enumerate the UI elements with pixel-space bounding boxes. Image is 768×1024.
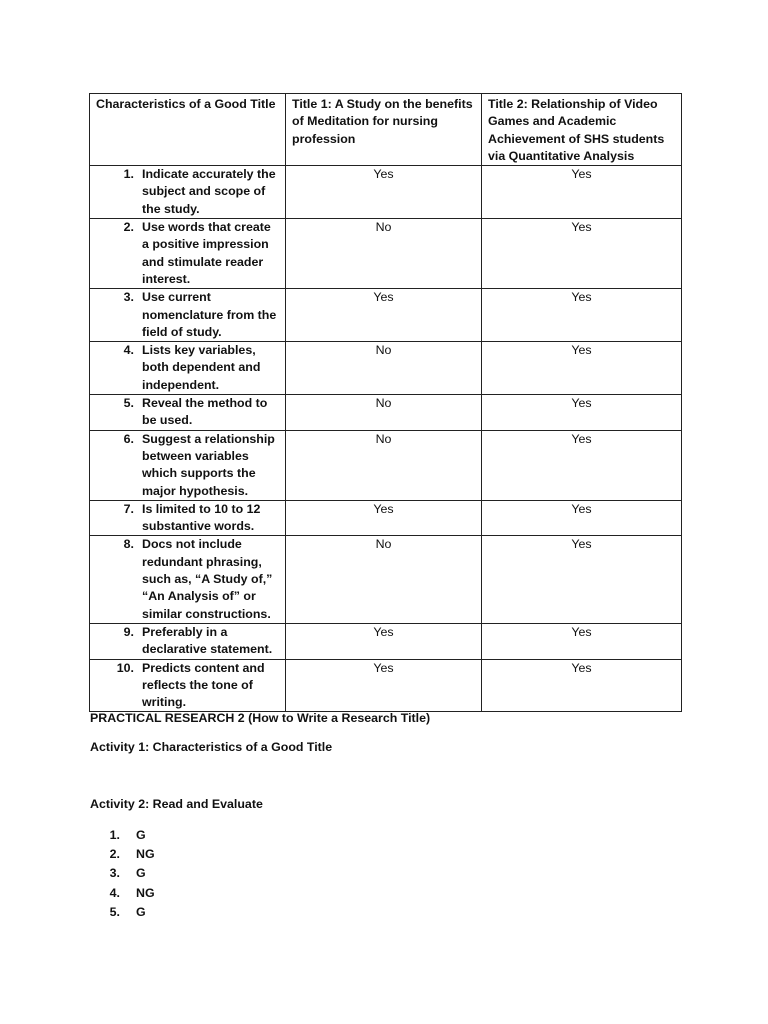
table-row (90, 536, 682, 623)
answer-value: G (136, 828, 146, 842)
title-2-answer: Yes (482, 289, 682, 342)
answer-number: 2. (109, 847, 120, 862)
title-2-answer: Yes (482, 623, 682, 659)
criterion-cell (90, 659, 286, 712)
activity-2-heading: Activity 2: Read and Evaluate (90, 797, 263, 811)
criterion-number: 4. (123, 343, 134, 358)
criterion-number: 8. (123, 537, 134, 552)
title-2-answer: Yes (482, 219, 682, 289)
header-characteristics: Characteristics of a Good Title (90, 94, 286, 166)
answer-number: 3. (109, 866, 120, 881)
answer-value: NG (136, 885, 155, 900)
list-item (90, 903, 155, 922)
criterion-number: 9. (123, 624, 134, 639)
answer-number: 5. (109, 904, 120, 919)
answers-list (90, 826, 155, 922)
criterion-cell (90, 395, 286, 431)
table-row (90, 342, 682, 395)
title-1-answer: No (286, 536, 482, 623)
criterion-cell (90, 289, 286, 342)
title-1-answer: Yes (286, 500, 482, 536)
criterion-cell (90, 536, 286, 623)
table-row (90, 289, 682, 342)
table-row (90, 430, 682, 500)
title-1-answer: Yes (286, 166, 482, 219)
table-row (90, 219, 682, 289)
characteristics-table (89, 93, 682, 712)
criterion-text: Docs not include redundant phrasing, such as, “A Study of,” “An Analysis of” or similar constructions. (142, 537, 273, 621)
answer-value: G (136, 904, 146, 919)
header-title-2: Title 2: Relationship of Video Games and Academic Achievement of SHS students via Quantitative Analysis (482, 94, 682, 166)
criterion-number: 1. (123, 167, 134, 182)
title-2-answer: Yes (482, 166, 682, 219)
header-title-1: Title 1: A Study on the benefits of Meditation for nursing profession (286, 94, 482, 166)
title-2-answer: Yes (482, 659, 682, 712)
list-item (90, 864, 155, 883)
list-item (90, 826, 155, 845)
title-1-answer: No (286, 430, 482, 500)
answer-value: G (136, 866, 146, 881)
criterion-number: 2. (123, 220, 134, 235)
criterion-cell (90, 219, 286, 289)
criterion-cell (90, 500, 286, 536)
criterion-text: Preferably in a declarative statement. (142, 624, 273, 657)
list-item (90, 845, 155, 864)
criterion-number: 7. (123, 501, 134, 516)
criterion-text: Use current nomenclature from the field of study. (142, 290, 277, 339)
answer-number: 1. (109, 828, 120, 842)
title-1-answer: No (286, 342, 482, 395)
criterion-cell (90, 342, 286, 395)
table-row (90, 659, 682, 712)
activity-1-heading: Activity 1: Characteristics of a Good Title (90, 740, 333, 754)
criterion-text: Suggest a relationship between variables which supports the major hypothesis. (142, 431, 275, 498)
criterion-text: Use words that create a positive impression and stimulate reader interest. (142, 220, 271, 286)
criterion-text: Lists key variables, both dependent and independent. (142, 343, 261, 392)
criterion-text: Predicts content and reflects the tone of writing. (142, 660, 265, 710)
title-1-answer: Yes (286, 659, 482, 712)
title-2-answer: Yes (482, 395, 682, 431)
criterion-cell (90, 623, 286, 659)
criterion-text: Indicate accurately the subject and scope of the study. (142, 167, 276, 216)
criterion-number: 5. (123, 396, 134, 411)
criterion-text: Is limited to 10 to 12 substantive words. (142, 501, 261, 534)
title-2-answer: Yes (482, 536, 682, 623)
title-2-answer: Yes (482, 430, 682, 500)
criterion-cell (90, 166, 286, 219)
title-1-answer: Yes (286, 623, 482, 659)
list-item (90, 884, 155, 903)
criterion-number: 3. (123, 290, 134, 305)
table-row (90, 395, 682, 431)
criterion-cell (90, 430, 286, 500)
title-1-answer: Yes (286, 289, 482, 342)
criterion-number: 10. (116, 660, 134, 675)
course-title: PRACTICAL RESEARCH 2 (How to Write a Research Title) (90, 711, 431, 725)
title-2-answer: Yes (482, 342, 682, 395)
criterion-number: 6. (123, 431, 134, 446)
answer-value: NG (136, 847, 155, 862)
table-row (90, 166, 682, 219)
table-row (90, 500, 682, 536)
answer-number: 4. (109, 885, 120, 900)
table-row (90, 623, 682, 659)
title-2-answer: Yes (482, 500, 682, 536)
title-1-answer: No (286, 219, 482, 289)
criterion-text: Reveal the method to be used. (142, 396, 268, 428)
table-header-row (90, 94, 682, 166)
table-body (90, 166, 682, 712)
title-1-answer: No (286, 395, 482, 431)
